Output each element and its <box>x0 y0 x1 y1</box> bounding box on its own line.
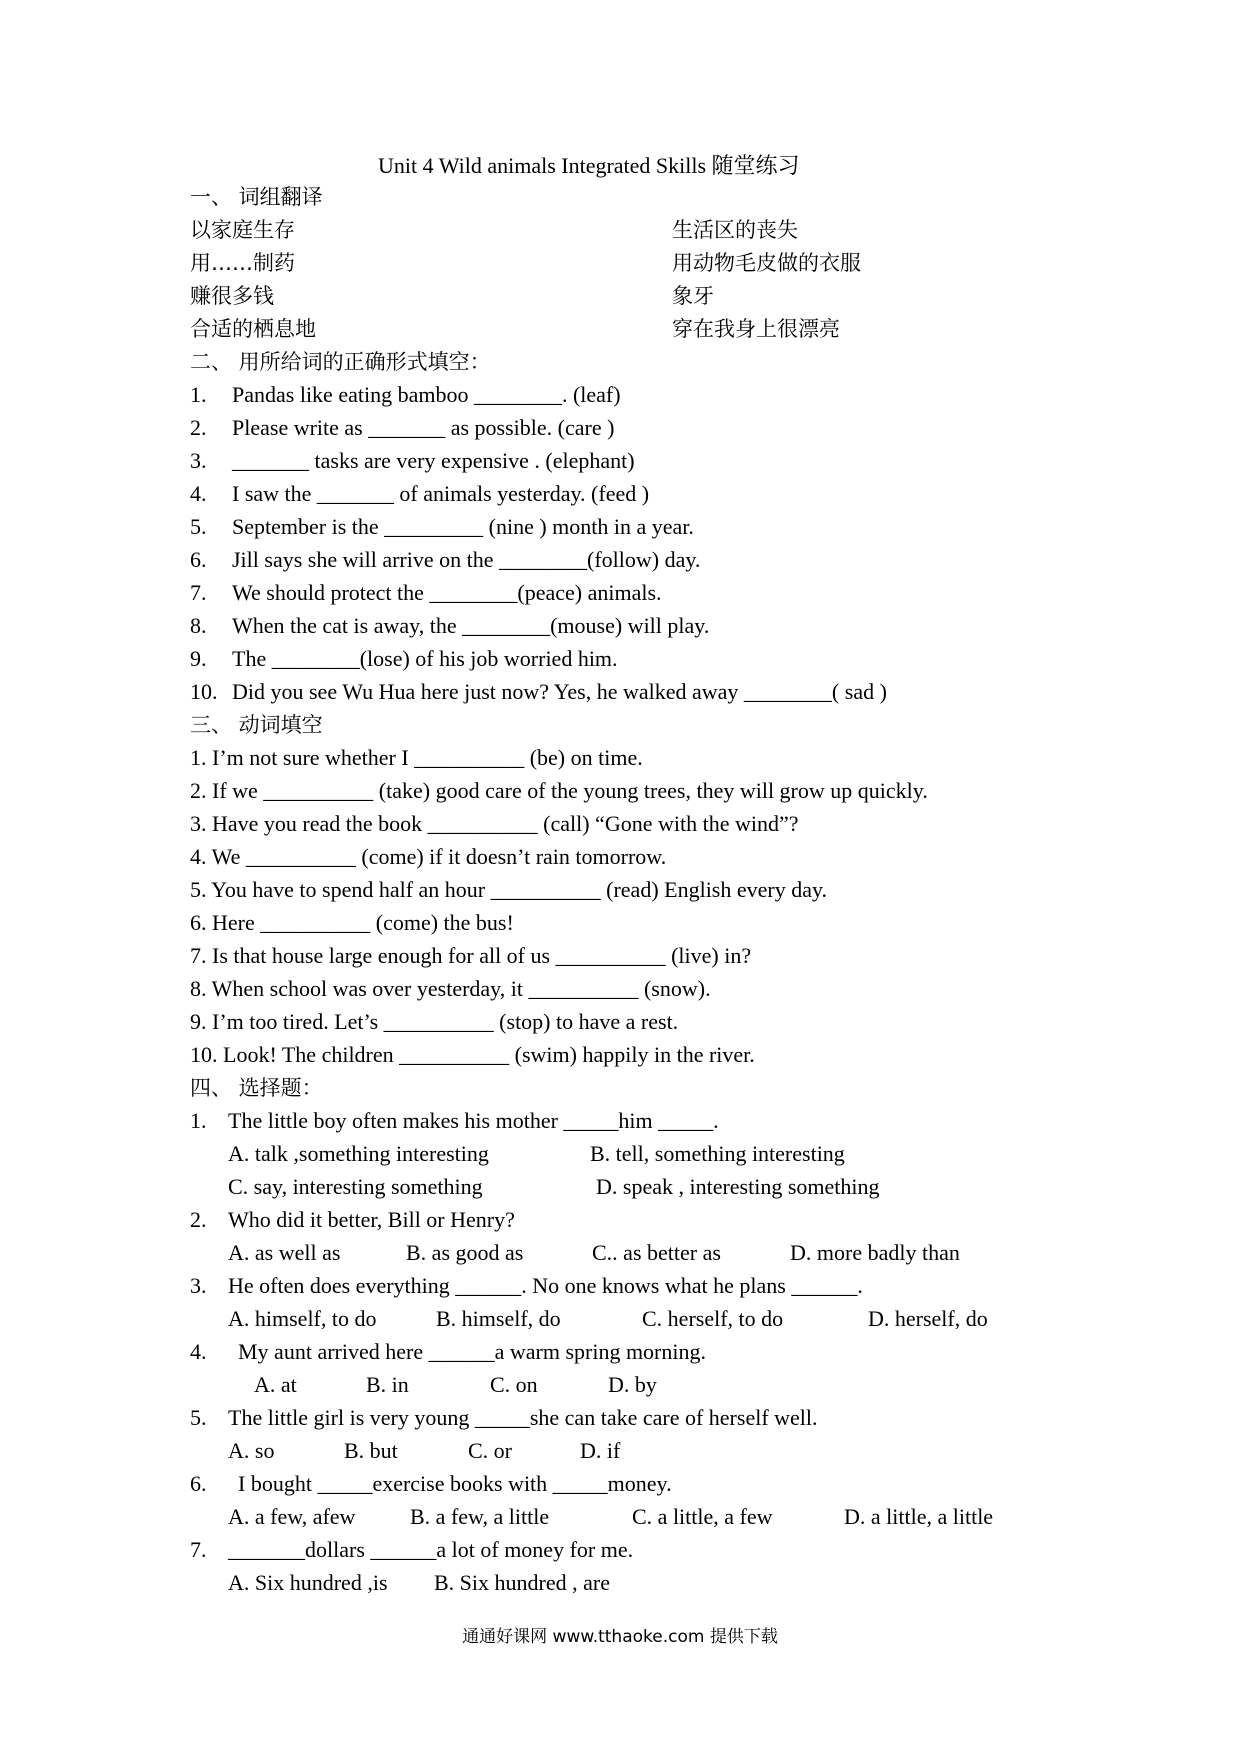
s4-q3-option-b: B. himself, do <box>436 1306 561 1331</box>
s4-num-3: 3. <box>190 1273 207 1298</box>
phrase-right-3: 象牙 <box>672 284 714 308</box>
s4-num-7: 7. <box>190 1537 207 1562</box>
s2-num-2: 2. <box>190 415 207 440</box>
s3-item-1: 1. I’m not sure whether I __________ (be) on time. <box>190 745 643 770</box>
s2-num-7: 7. <box>190 580 207 605</box>
phrase-left-4: 合适的栖息地 <box>190 317 316 341</box>
s4-stem-2: Who did it better, Bill or Henry? <box>228 1207 515 1232</box>
phrase-right-2: 用动物毛皮做的衣服 <box>672 251 861 275</box>
section4-heading: 四、 选择题： <box>190 1076 323 1100</box>
s2-item-7: We should protect the ________(peace) animals. <box>232 580 662 605</box>
s2-item-6: Jill says she will arrive on the ________(follow) day. <box>232 547 701 572</box>
s4-num-2: 2. <box>190 1207 207 1232</box>
s4-q5-option-c: C. or <box>468 1438 512 1463</box>
s4-q6-option-b: B. a few, a little <box>410 1504 550 1529</box>
page-title: Unit 4 Wild animals Integrated Skills 随堂练习 <box>378 153 800 178</box>
s4-num-5: 5. <box>190 1405 207 1430</box>
section2-heading: 二、 用所给词的正确形式填空： <box>190 350 491 374</box>
s4-q1-option-b: B. tell, something interesting <box>590 1141 845 1166</box>
s3-item-7: 7. Is that house large enough for all of us __________ (live) in? <box>190 943 752 968</box>
s4-stem-6: I bought _____exercise books with _____money. <box>238 1471 672 1496</box>
s4-q7-option-a: A. Six hundred ,is <box>228 1570 388 1595</box>
s4-stem-4: My aunt arrived here ______a warm spring morning. <box>238 1339 706 1364</box>
s4-q3-option-c: C. herself, to do <box>642 1306 784 1331</box>
s3-item-10: 10. Look! The children __________ (swim) happily in the river. <box>190 1042 755 1067</box>
s2-item-1: Pandas like eating bamboo ________. (leaf) <box>232 382 621 407</box>
s3-item-9: 9. I’m too tired. Let’s __________ (stop) to have a rest. <box>190 1009 679 1034</box>
section3-heading: 三、 动词填空 <box>190 713 323 737</box>
s4-q6-option-c: C. a little, a few <box>632 1504 773 1529</box>
s4-q7-option-b: B. Six hundred , are <box>434 1570 610 1595</box>
s4-num-4: 4. <box>190 1339 207 1364</box>
s4-q5-option-a: A. so <box>228 1438 275 1463</box>
s3-item-8: 8. When school was over yesterday, it __________ (snow). <box>190 976 711 1001</box>
phrase-left-2: 用……制药 <box>190 251 295 275</box>
s4-q6-option-a: A. a few, afew <box>228 1504 356 1529</box>
s3-item-2: 2. If we __________ (take) good care of the young trees, they will grow up quickly. <box>190 778 928 803</box>
phrase-left-1: 以家庭生存 <box>190 218 295 242</box>
s2-item-4: I saw the _______ of animals yesterday. (feed ) <box>232 481 650 506</box>
s4-q5-option-d: D. if <box>580 1438 621 1463</box>
s2-num-3: 3. <box>190 448 207 473</box>
s4-q2-option-d: D. more badly than <box>790 1240 960 1265</box>
phrase-left-3: 赚很多钱 <box>190 284 274 308</box>
s4-q2-option-a: A. as well as <box>228 1240 341 1265</box>
s4-q4-option-c: C. on <box>490 1372 538 1397</box>
s4-stem-3: He often does everything ______. No one knows what he plans ______. <box>228 1273 863 1298</box>
phrase-right-4: 穿在我身上很漂亮 <box>672 317 840 341</box>
s4-stem-1: The little boy often makes his mother _____him _____. <box>228 1108 719 1133</box>
s3-item-3: 3. Have you read the book __________ (call) “Gone with the wind”? <box>190 811 799 836</box>
s2-num-6: 6. <box>190 547 207 572</box>
s2-item-10: Did you see Wu Hua here just now? Yes, he walked away ________( sad ) <box>232 679 887 704</box>
s2-num-9: 9. <box>190 646 207 671</box>
s4-q1-option-c: C. say, interesting something <box>228 1174 483 1199</box>
s4-num-6: 6. <box>190 1471 207 1496</box>
s2-item-8: When the cat is away, the ________(mouse) will play. <box>232 613 710 638</box>
s4-q2-option-c: C.. as better as <box>592 1240 721 1265</box>
footer: 通通好课网 www.tthaoke.com 提供下载 <box>462 1627 778 1647</box>
s4-q1-option-a: A. talk ,something interesting <box>228 1141 489 1166</box>
s2-num-4: 4. <box>190 481 207 506</box>
s2-num-10: 10. <box>190 679 218 704</box>
s4-q4-option-b: B. in <box>366 1372 409 1397</box>
s4-stem-5: The little girl is very young _____she can take care of herself well. <box>228 1405 818 1430</box>
s4-q3-option-a: A. himself, to do <box>228 1306 377 1331</box>
s2-item-9: The ________(lose) of his job worried him. <box>232 646 618 671</box>
s2-num-1: 1. <box>190 382 207 407</box>
s4-stem-7: _______dollars ______a lot of money for me. <box>228 1537 634 1562</box>
s4-q2-option-b: B. as good as <box>406 1240 524 1265</box>
s4-q4-option-a: A. at <box>254 1372 297 1397</box>
phrase-right-1: 生活区的丧失 <box>672 218 798 242</box>
s4-q5-option-b: B. but <box>344 1438 398 1463</box>
s4-num-1: 1. <box>190 1108 207 1133</box>
s3-item-6: 6. Here __________ (come) the bus! <box>190 910 514 935</box>
s2-item-5: September is the _________ (nine ) month in a year. <box>232 514 694 539</box>
s4-q3-option-d: D. herself, do <box>868 1306 988 1331</box>
s2-num-5: 5. <box>190 514 207 539</box>
s4-q6-option-d: D. a little, a little <box>844 1504 994 1529</box>
s4-q4-option-d: D. by <box>608 1372 657 1397</box>
s4-q1-option-d: D. speak , interesting something <box>596 1174 880 1199</box>
s2-item-3: _______ tasks are very expensive . (elephant) <box>232 448 635 473</box>
s2-item-2: Please write as _______ as possible. (care ) <box>232 415 615 440</box>
s3-item-5: 5. You have to spend half an hour __________ (read) English every day. <box>190 877 828 902</box>
section1-heading: 一、 词组翻译 <box>190 185 323 209</box>
s3-item-4: 4. We __________ (come) if it doesn’t rain tomorrow. <box>190 844 667 869</box>
s2-num-8: 8. <box>190 613 207 638</box>
